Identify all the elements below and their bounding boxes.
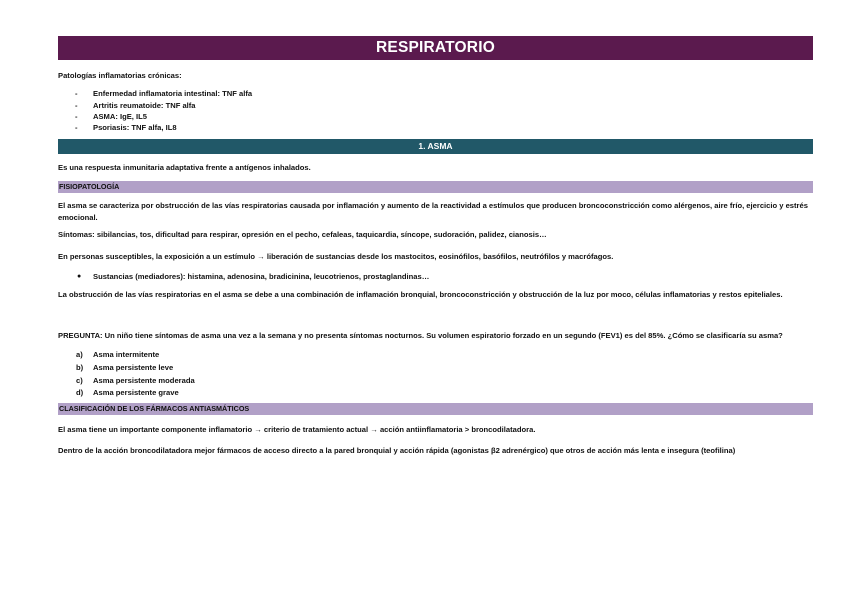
paragraph: Dentro de la acción broncodilatadora mejor fármacos de acceso directo a la pared bronquial y acción rápida (agonistas β2 adrenérgico) que otros de acción más lenta e insegura (teofilina) [58,445,736,455]
option-item: d) Asma persistente grave [76,388,179,398]
dash-icon: - [75,123,78,133]
document-page [58,36,813,457]
list-item: - Psoriasis: TNF alfa, IL8 [75,123,177,133]
section-heading-asma: 1. ASMA [58,139,813,154]
bullet-icon: ● [77,273,82,281]
dash-icon: - [75,100,78,110]
subsection-heading-clasificacion: CLASIFICACIÓN DE LOS FÁRMACOS ANTIASMÁTICOS [58,403,813,415]
intro-list [58,88,813,133]
question-options [58,349,813,400]
page-title: RESPIRATORIO [58,36,813,60]
list-item: ● Sustancias (mediadores): histamina, adenosina, bradicinina, leucotrienos, prostaglandinas… [77,272,430,282]
list-item: - Artritis reumatoide: TNF alfa [75,100,196,110]
list-item: - Enfermedad inflamatoria intestinal: TNF alfa [75,89,253,99]
asma-definition: Es una respuesta inmunitaria adaptativa frente a antígenos inhalados. [58,163,311,173]
list-item: - ASMA: IgE, IL5 [75,111,148,121]
dash-icon: - [75,111,78,121]
option-item: a) Asma intermitente [76,350,160,360]
option-item: c) Asma persistente moderada [76,375,195,385]
paragraph: En personas susceptibles, la exposición a un estímulo → liberación de sustancias desde los mastocitos, eosinófilos, basófilos, neutrófilos y macrófagos. [58,251,614,261]
intro-heading: Patologías inflamatorias crónicas: [58,71,182,80]
subsection-heading-fisiopatologia: FISIOPATOLOGÍA [58,181,813,193]
paragraph: El asma tiene un importante componente inflamatorio → criterio de tratamiento actual → acción antiinflamatoria > broncodilatadora. [58,425,536,435]
dash-icon: - [75,89,78,99]
mediators-list [58,271,813,283]
question-text: PREGUNTA: Un niño tiene síntomas de asma una vez a la semana y no presenta síntomas nocturnos. Su volumen espiratorio forzado en un segundo (FEV1) es del 85%. ¿Cómo se clasificaría su asma? [58,330,783,340]
paragraph: El asma se caracteriza por obstrucción de las vías respiratorias causada por inflamación y aumento de la reactividad a estímulos que producen broncoconstricción como alérgenos, aire frío, ejercicio y estrés emocional. [58,200,808,223]
option-item: b) Asma persistente leve [76,362,174,372]
paragraph: Síntomas: sibilancias, tos, dificultad para respirar, opresión en el pecho, cefaleas, taquicardia, síncope, sudoración, palidez, cianosis… [58,230,547,240]
paragraph: La obstrucción de las vías respiratorias en el asma se debe a una combinación de inflamación bronquial, broncoconstricción y obstrucción de la luz por moco, células inflamatorias y restos epiteliales. [58,290,783,300]
